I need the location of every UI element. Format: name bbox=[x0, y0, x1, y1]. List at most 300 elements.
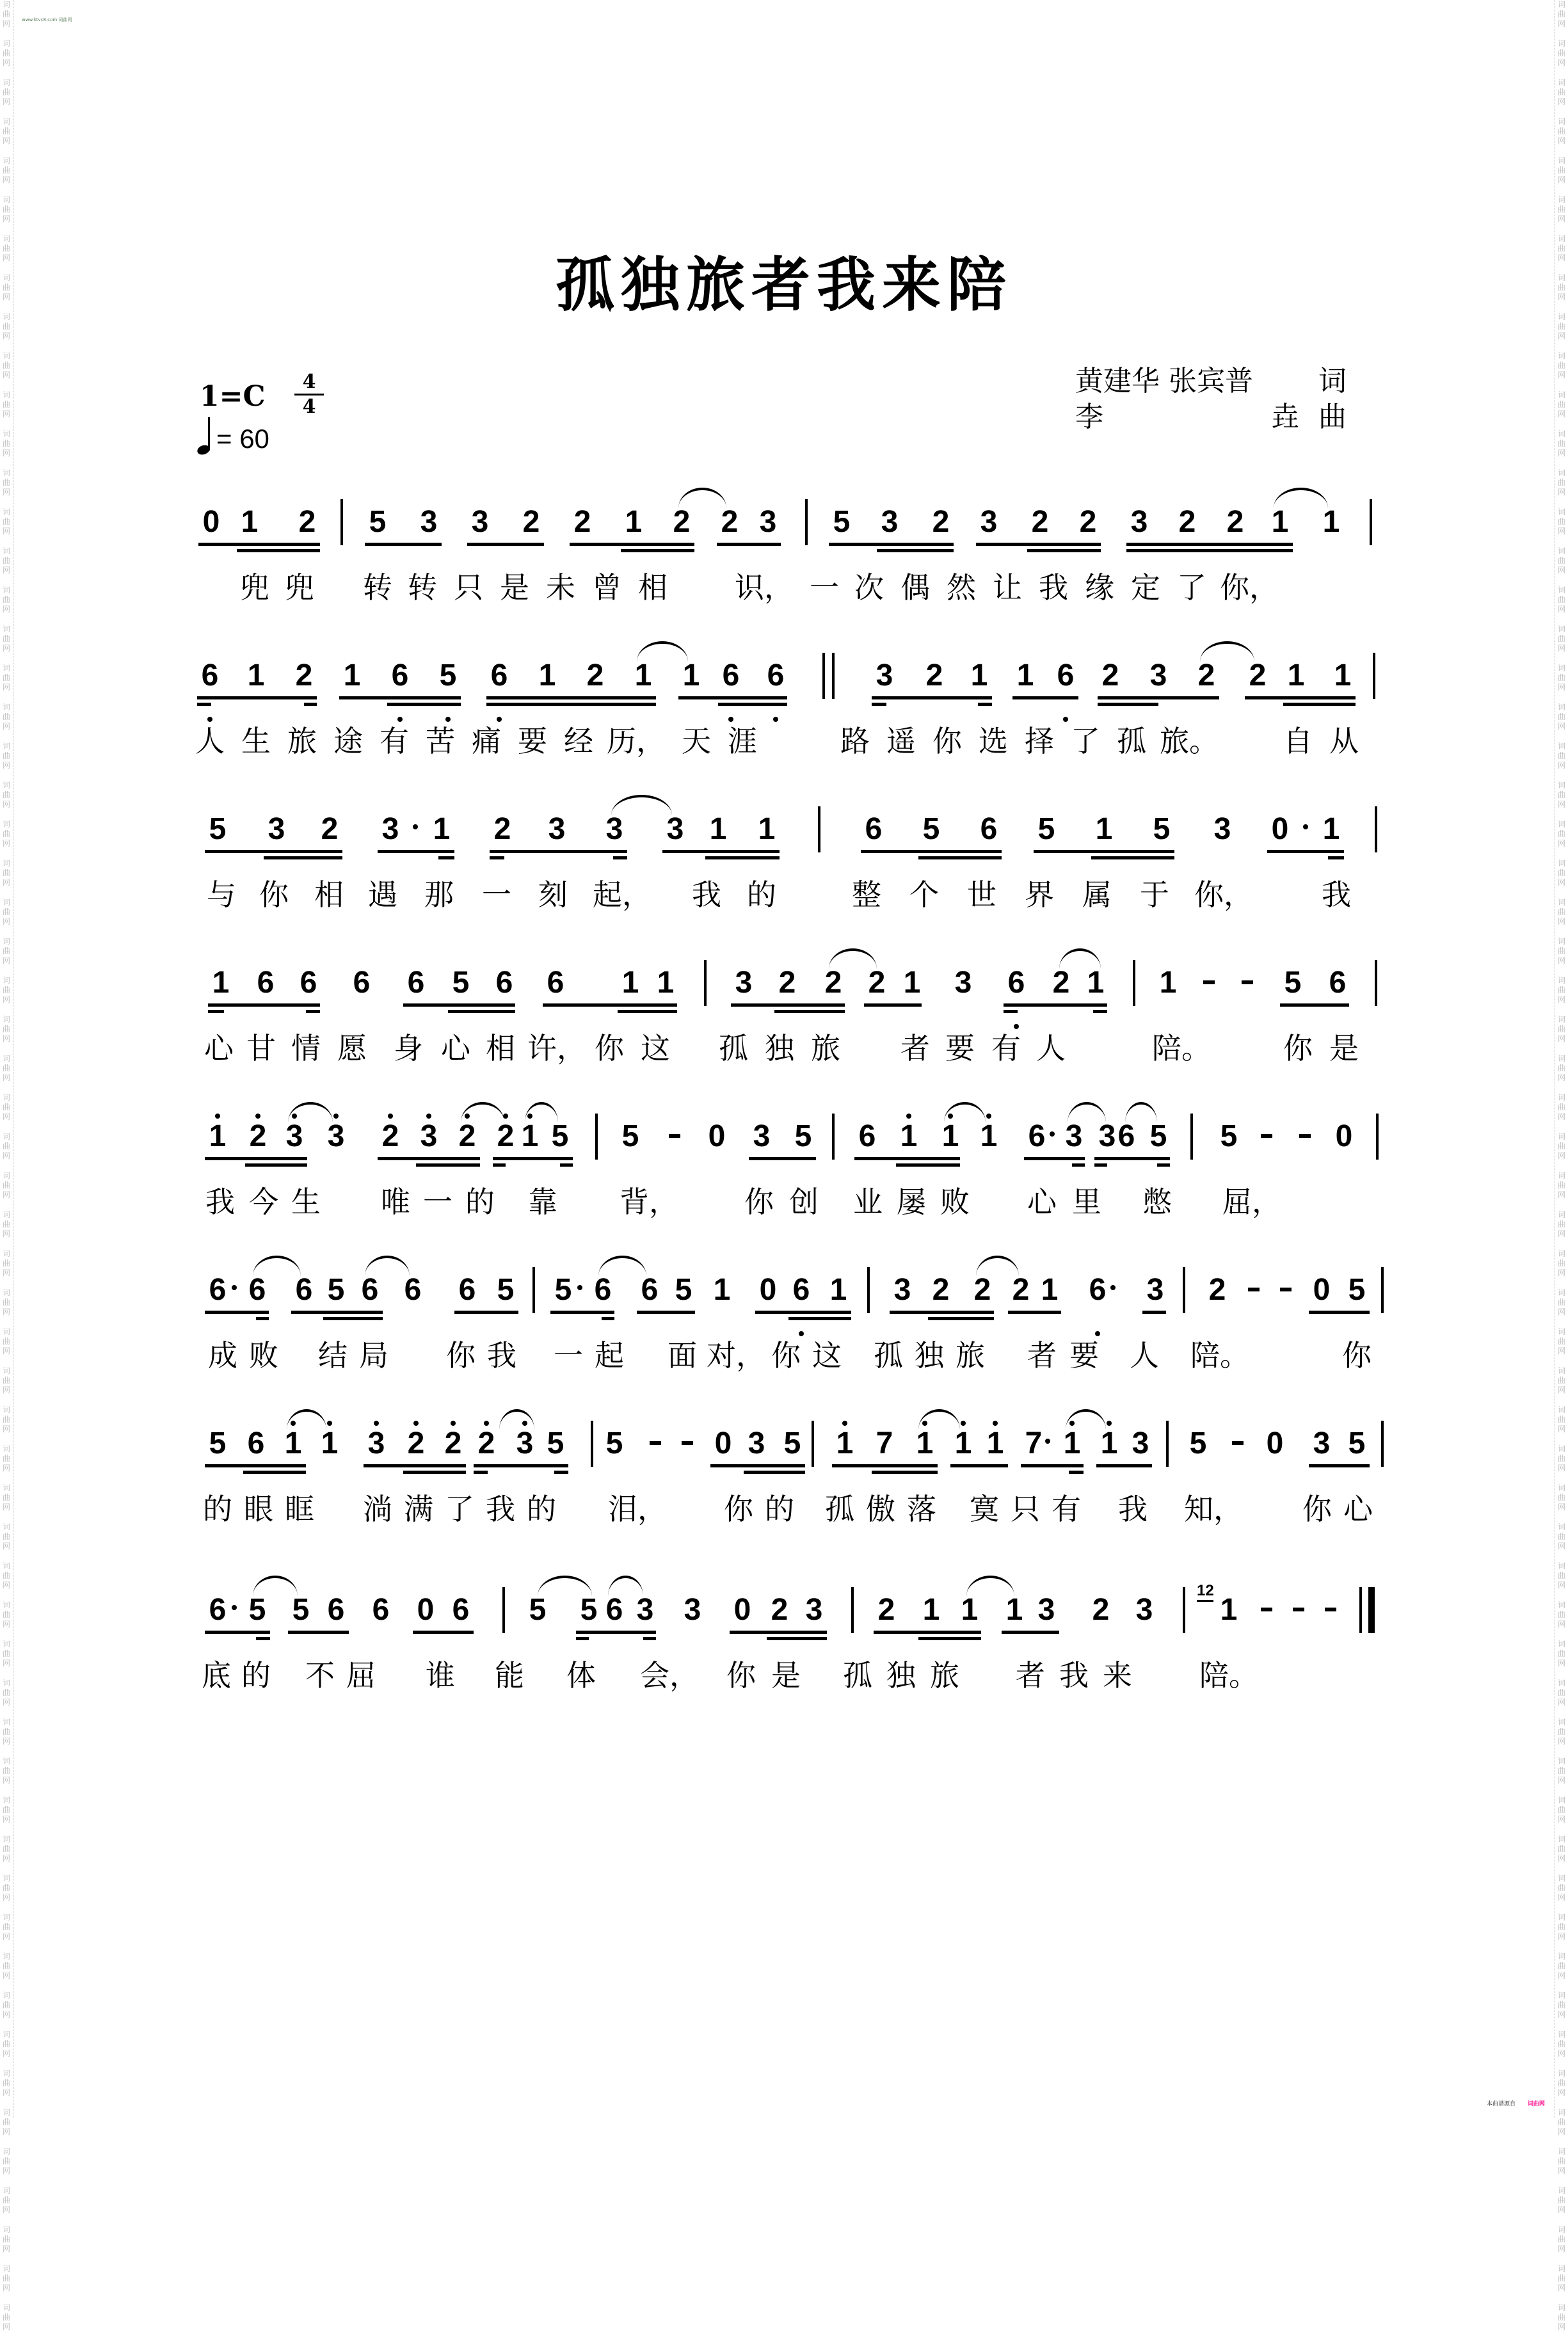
watermark-glyphs: 词 曲 网 bbox=[2, 586, 10, 614]
lyric-char: 我 bbox=[487, 1338, 516, 1373]
note: 5 bbox=[1284, 966, 1302, 1000]
notes-row bbox=[192, 1408, 1382, 1485]
sustain-dash bbox=[682, 1441, 693, 1445]
slur-arc bbox=[1068, 1102, 1106, 1122]
barline bbox=[595, 1114, 598, 1160]
barline bbox=[1370, 499, 1372, 545]
note: 6 bbox=[247, 1426, 265, 1460]
note: 5 bbox=[1153, 812, 1171, 846]
music-label: 曲 bbox=[1318, 401, 1347, 433]
lyric-char: 寞 bbox=[970, 1492, 999, 1526]
watermark-glyphs: 词 曲 网 bbox=[1557, 2069, 1565, 2097]
watermark-glyphs: 词 曲 网 bbox=[1557, 664, 1565, 692]
key-signature: 1=C bbox=[200, 380, 266, 413]
beam-underline bbox=[788, 1317, 851, 1320]
beam-underline bbox=[256, 1317, 269, 1320]
beam-underline bbox=[1094, 1163, 1107, 1167]
lyric-char: 孤 bbox=[825, 1492, 854, 1526]
footer-source-text: 本曲谱源自 bbox=[1487, 2101, 1516, 2107]
sustain-dash bbox=[1261, 1134, 1272, 1138]
lyric-char: 你 bbox=[726, 1658, 756, 1693]
lyric-char: 那 bbox=[424, 877, 454, 912]
lyric-char: 这 bbox=[641, 1031, 670, 1066]
lyric-char: 谁 bbox=[426, 1658, 455, 1693]
watermark-glyphs: 词 曲 网 bbox=[2, 1913, 10, 1941]
note: 5 bbox=[551, 1119, 569, 1153]
lyric-char: 你 bbox=[724, 1492, 753, 1526]
lyrics-row bbox=[192, 722, 1382, 767]
octave-up-dot bbox=[451, 1421, 456, 1426]
note: 0 bbox=[708, 1119, 726, 1153]
note: 1 bbox=[1095, 812, 1113, 846]
score-line bbox=[192, 947, 1382, 1075]
lyric-char: 是 bbox=[500, 570, 529, 605]
note: 3 bbox=[1149, 659, 1167, 692]
note: 5 bbox=[1189, 1426, 1207, 1460]
barline bbox=[1183, 1267, 1185, 1313]
sustain-dash bbox=[650, 1441, 661, 1445]
note: 6 bbox=[495, 966, 513, 1000]
watermark-glyphs: 词 曲 网 bbox=[1557, 1991, 1565, 2019]
notes-row bbox=[192, 640, 1382, 717]
note: 1 bbox=[212, 966, 230, 1000]
lyric-char: 身 bbox=[394, 1031, 423, 1066]
barline bbox=[812, 1421, 814, 1467]
note: 1 bbox=[982, 1426, 1008, 1462]
lyric-char: 我 bbox=[692, 877, 721, 912]
beam-underline bbox=[403, 1471, 466, 1474]
note: 5 bbox=[435, 658, 461, 694]
note: 6 bbox=[1004, 965, 1029, 1001]
lyric-char: 择 bbox=[1025, 724, 1054, 758]
beam-underline bbox=[1328, 856, 1344, 859]
note: 6 bbox=[718, 658, 744, 694]
beam-underline bbox=[854, 1157, 960, 1160]
note: 2 bbox=[1249, 659, 1267, 692]
note: 3 bbox=[1098, 1119, 1116, 1153]
beam-underline bbox=[243, 1471, 306, 1474]
augmentation-dot bbox=[232, 1605, 237, 1610]
watermark-glyphs: 词 曲 网 bbox=[2, 273, 10, 301]
note: 5 bbox=[1348, 1273, 1366, 1307]
note: 1 bbox=[517, 1119, 543, 1154]
lyrics-row bbox=[192, 568, 1382, 613]
lyrics-row bbox=[192, 875, 1382, 920]
lyric-char: 起 bbox=[595, 1338, 624, 1373]
beam-underline bbox=[256, 1637, 270, 1640]
octave-up-dot bbox=[374, 1421, 379, 1426]
lyric-char: 落 bbox=[907, 1492, 936, 1526]
note: 5 bbox=[292, 1593, 310, 1627]
sustain-dash bbox=[1325, 1608, 1336, 1611]
beam-underline bbox=[621, 549, 694, 552]
beam-underline bbox=[339, 696, 461, 699]
beam-underline bbox=[1309, 1464, 1370, 1467]
beam-underline bbox=[1096, 1464, 1152, 1467]
watermark-glyphs: 词 曲 网 bbox=[2, 1601, 10, 1629]
lyric-char: 你 bbox=[259, 877, 289, 912]
watermark-glyphs: 词 曲 网 bbox=[1557, 859, 1565, 887]
slur-arc bbox=[1200, 641, 1254, 662]
note: 6 bbox=[1085, 1272, 1110, 1308]
watermark-glyphs: 词 曲 网 bbox=[1557, 781, 1565, 809]
watermark-glyphs: 词 曲 网 bbox=[1557, 1757, 1565, 1785]
sustain-dash bbox=[1232, 1441, 1244, 1445]
lyric-char: 要 bbox=[518, 724, 547, 758]
note: 5 bbox=[209, 812, 227, 846]
lyric-char: 有 bbox=[1052, 1492, 1081, 1526]
lyric-char: 你 bbox=[771, 1338, 801, 1373]
beam-underline bbox=[602, 1317, 614, 1320]
time-signature-bottom: 4 bbox=[302, 395, 316, 418]
note: 6 bbox=[458, 1273, 476, 1307]
lyric-char: 体 bbox=[566, 1658, 596, 1693]
watermark-glyphs: 词 曲 网 bbox=[2, 507, 10, 536]
beam-underline bbox=[829, 543, 954, 546]
watermark-glyphs: 词 曲 网 bbox=[2, 2069, 10, 2097]
watermark-glyphs: 词 曲 网 bbox=[2, 2030, 10, 2058]
note: 0 bbox=[1313, 1273, 1331, 1307]
watermark-glyphs: 词 曲 网 bbox=[2, 1366, 10, 1394]
note: 6 bbox=[300, 966, 317, 1000]
slur-arc bbox=[1059, 948, 1101, 969]
lyric-char: 里 bbox=[1072, 1185, 1101, 1219]
beam-underline bbox=[717, 543, 781, 546]
note: 5 bbox=[605, 1426, 623, 1460]
beam-underline bbox=[731, 1003, 845, 1007]
note: 6 bbox=[1117, 1119, 1135, 1153]
watermark-glyphs: 词 曲 网 bbox=[2, 390, 10, 419]
note: 6 bbox=[327, 1593, 345, 1627]
watermark-glyphs: 词 曲 网 bbox=[1557, 2108, 1565, 2136]
score-line bbox=[192, 1254, 1382, 1382]
lyric-char: 要 bbox=[1069, 1338, 1099, 1373]
lyric-char: 遇 bbox=[368, 877, 397, 912]
beam-underline bbox=[1024, 1157, 1085, 1160]
note: 1 bbox=[1087, 966, 1105, 1000]
slur-arc bbox=[608, 1576, 643, 1596]
note: 1 bbox=[832, 1426, 858, 1462]
lyric-char: 我 bbox=[205, 1185, 235, 1219]
beam-underline bbox=[237, 549, 320, 552]
lyric-char: 识， bbox=[735, 570, 794, 605]
beam-underline bbox=[618, 1010, 677, 1013]
slur-arc bbox=[1066, 1409, 1106, 1430]
lyricist-names: 黄建华 张宾普 bbox=[1075, 365, 1253, 397]
note: 2 bbox=[1031, 505, 1049, 539]
beam-underline bbox=[448, 1010, 515, 1013]
beam-underline bbox=[378, 850, 454, 853]
lyric-char: 创 bbox=[789, 1185, 819, 1219]
lyric-char: 生 bbox=[291, 1185, 321, 1219]
lyric-char: 许， bbox=[527, 1031, 586, 1066]
watermark-glyphs: 词 曲 网 bbox=[1557, 468, 1565, 497]
octave-down-dot bbox=[1063, 717, 1068, 722]
note: 3 bbox=[893, 1273, 911, 1307]
note: 2 bbox=[295, 659, 313, 692]
watermark-glyphs: 词 曲 网 bbox=[1557, 937, 1565, 965]
beam-underline bbox=[1069, 1471, 1084, 1474]
lyric-char: 有 bbox=[991, 1031, 1021, 1066]
watermark-glyphs: 词 曲 网 bbox=[1557, 2030, 1565, 2058]
notes-row bbox=[192, 486, 1382, 563]
lyric-char: 一 bbox=[554, 1338, 583, 1373]
footer-brand-link[interactable]: 词曲网 bbox=[1527, 2101, 1545, 2107]
grace-beam bbox=[1197, 1600, 1213, 1602]
note: 3 bbox=[954, 966, 972, 1000]
score-line bbox=[192, 1408, 1382, 1536]
beam-underline bbox=[1126, 549, 1293, 552]
barline bbox=[851, 1587, 854, 1633]
beam-underline bbox=[474, 1464, 568, 1467]
note: 1 bbox=[621, 966, 639, 1000]
lyric-char: 你 bbox=[1302, 1492, 1332, 1526]
slur-arc bbox=[944, 1102, 986, 1122]
beam-underline bbox=[1002, 1631, 1059, 1634]
note: 5 bbox=[675, 1273, 692, 1307]
octave-up-dot bbox=[961, 1421, 966, 1426]
watermark-glyphs: 词 曲 网 bbox=[1557, 1874, 1565, 1902]
sustain-dash bbox=[1203, 980, 1215, 984]
note: 1 bbox=[538, 659, 556, 692]
slur-arc bbox=[538, 1576, 592, 1596]
watermark-glyphs: 词 曲 网 bbox=[2, 156, 10, 184]
watermark-glyphs: 词 曲 网 bbox=[2, 859, 10, 887]
beam-underline bbox=[198, 543, 320, 546]
lyric-char: 来 bbox=[1103, 1658, 1132, 1693]
note: 3 bbox=[881, 505, 899, 539]
beam-underline bbox=[306, 1010, 320, 1013]
note: 3 bbox=[548, 812, 566, 846]
octave-down-dot bbox=[497, 717, 502, 722]
lyric-char: 有 bbox=[380, 724, 409, 758]
note: 2 bbox=[522, 505, 540, 539]
score-line bbox=[192, 794, 1382, 922]
lyric-char: 兜 bbox=[285, 570, 314, 605]
note: 2 bbox=[771, 1593, 788, 1627]
watermark-glyphs: 词 曲 网 bbox=[1557, 1640, 1565, 1668]
beam-underline bbox=[264, 856, 342, 859]
octave-up-dot bbox=[842, 1421, 847, 1426]
octave-down-dot bbox=[773, 717, 778, 722]
note: 6 bbox=[404, 1273, 422, 1307]
beam-underline bbox=[486, 703, 656, 706]
beam-underline bbox=[874, 1631, 981, 1634]
watermark-glyphs: 词 曲 网 bbox=[1557, 1054, 1565, 1082]
watermark-glyphs: 词 曲 网 bbox=[2, 1405, 10, 1434]
note: 3 bbox=[1065, 1119, 1083, 1153]
note: 2 bbox=[925, 659, 943, 692]
note: 2 bbox=[1208, 1273, 1226, 1307]
lyric-char: 旅 bbox=[930, 1658, 959, 1693]
barline bbox=[1166, 1421, 1169, 1467]
lyric-char: 你 bbox=[1342, 1338, 1372, 1373]
note: 1 bbox=[912, 1426, 938, 1462]
lyric-char: 心 bbox=[441, 1031, 470, 1066]
watermark-glyphs: 词 曲 网 bbox=[1557, 2186, 1565, 2214]
score-line bbox=[192, 486, 1382, 614]
beam-underline bbox=[413, 1631, 474, 1634]
watermark-glyphs: 词 曲 网 bbox=[2, 1444, 10, 1473]
lyric-char: 孤 bbox=[719, 1031, 748, 1066]
barline bbox=[1373, 653, 1375, 699]
watermark-glyphs: 词 曲 网 bbox=[1557, 1483, 1565, 1512]
beam-underline bbox=[208, 1010, 224, 1013]
octave-up-dot bbox=[1107, 1421, 1112, 1426]
lyric-char: 的 bbox=[527, 1492, 556, 1526]
note: 5 bbox=[794, 1119, 812, 1153]
watermark-glyphs: 词 曲 网 bbox=[2, 742, 10, 770]
watermark-glyphs: 词 曲 网 bbox=[1557, 1718, 1565, 1746]
lyric-char: 屈， bbox=[1222, 1185, 1281, 1219]
lyric-char: 个 bbox=[909, 877, 939, 912]
beam-underline bbox=[493, 1163, 506, 1167]
barline bbox=[340, 499, 343, 545]
lyric-char: 的 bbox=[747, 877, 776, 912]
lyric-char: 陪。 bbox=[1199, 1658, 1258, 1693]
watermark-glyphs: 词 曲 网 bbox=[1557, 351, 1565, 379]
lyric-char: 路 bbox=[840, 724, 870, 758]
beam-underline bbox=[1283, 703, 1356, 706]
beam-underline bbox=[662, 850, 780, 853]
note: 6 bbox=[641, 1273, 659, 1307]
note: 6 bbox=[1329, 966, 1347, 1000]
note: 1 bbox=[634, 659, 652, 692]
octave-down-dot bbox=[445, 717, 451, 722]
lyrics-row bbox=[192, 1656, 1382, 1701]
lyric-char: 相 bbox=[314, 877, 344, 912]
lyric-char: 涯 bbox=[728, 724, 757, 758]
lyric-char: 自 bbox=[1283, 724, 1313, 758]
augmentation-dot bbox=[1303, 824, 1308, 829]
lyric-char: 你 bbox=[744, 1185, 774, 1219]
watermark-glyphs: 词 曲 网 bbox=[2, 1054, 10, 1082]
beam-underline bbox=[1027, 549, 1101, 552]
beam-underline bbox=[730, 1631, 827, 1634]
sustain-dash bbox=[669, 1134, 680, 1138]
lyric-char: 的 bbox=[765, 1492, 794, 1526]
note: 2 bbox=[493, 1119, 518, 1154]
watermark-glyphs: 词 曲 网 bbox=[1557, 1288, 1565, 1316]
lyric-char: 者 bbox=[900, 1031, 930, 1066]
note: 1 bbox=[896, 1119, 922, 1154]
beam-underline bbox=[872, 703, 886, 706]
beam-underline bbox=[245, 1163, 307, 1167]
augmentation-dot bbox=[1110, 1285, 1116, 1290]
beam-underline bbox=[416, 1163, 480, 1167]
watermark-glyphs: 词 曲 网 bbox=[1557, 1444, 1565, 1473]
lyric-char: 一 bbox=[810, 570, 839, 605]
watermark-glyphs: 词 曲 网 bbox=[1557, 2147, 1565, 2175]
watermark-glyphs: 词 曲 网 bbox=[1557, 429, 1565, 458]
octave-down-dot bbox=[799, 1331, 804, 1336]
beam-underline bbox=[918, 856, 1002, 859]
slur-arc bbox=[611, 795, 672, 815]
watermark-glyphs: 词 曲 网 bbox=[1557, 2225, 1565, 2253]
beam-underline bbox=[474, 1471, 488, 1474]
note: 3 bbox=[636, 1593, 654, 1627]
note: 1 bbox=[1334, 659, 1352, 692]
barline bbox=[1381, 1421, 1384, 1467]
beam-underline bbox=[560, 1163, 573, 1167]
watermark-glyphs: 词 曲 网 bbox=[1557, 1327, 1565, 1355]
watermark-glyphs: 词 曲 网 bbox=[2, 937, 10, 965]
beam-underline bbox=[950, 1464, 1008, 1467]
lyric-char: 独 bbox=[915, 1338, 944, 1373]
lyric-char: 者 bbox=[1016, 1658, 1045, 1693]
beam-underline bbox=[208, 1003, 320, 1007]
lyric-char: 然 bbox=[947, 570, 976, 605]
lyric-char: 选 bbox=[979, 724, 1008, 758]
lyric-char: 相 bbox=[638, 570, 668, 605]
note: 3 bbox=[282, 1119, 307, 1154]
sustain-dash bbox=[1242, 980, 1253, 984]
octave-up-dot bbox=[484, 1421, 489, 1426]
note: 1 bbox=[1159, 966, 1177, 1000]
watermark-glyphs: 词 曲 网 bbox=[1557, 1913, 1565, 1941]
lyric-char: 情 bbox=[291, 1031, 321, 1066]
note: 2 bbox=[778, 966, 796, 1000]
note: 1 bbox=[903, 966, 921, 1000]
lyric-char: 傲 bbox=[866, 1492, 895, 1526]
note: 5 bbox=[1348, 1426, 1366, 1460]
beam-underline bbox=[1309, 1311, 1370, 1314]
beam-underline bbox=[197, 696, 317, 699]
watermark-glyphs: 词 曲 网 bbox=[2, 1249, 10, 1277]
note: 2 bbox=[573, 505, 591, 539]
watermark-glyphs: 词 曲 网 bbox=[2, 1952, 10, 1980]
watermark-glyphs: 词 曲 网 bbox=[1557, 507, 1565, 536]
lyric-char: 界 bbox=[1025, 877, 1054, 912]
note: 1 bbox=[1271, 505, 1289, 539]
beam-underline bbox=[1142, 1311, 1166, 1314]
notes-row bbox=[192, 1574, 1382, 1651]
watermark-glyphs: 词 曲 网 bbox=[1557, 1679, 1565, 1707]
beam-underline bbox=[1126, 543, 1293, 546]
tempo-marking bbox=[197, 416, 269, 454]
note: 6 bbox=[295, 1273, 313, 1307]
note: 0 bbox=[1271, 812, 1289, 846]
note: 3 bbox=[1037, 1593, 1055, 1627]
lyric-char: 不 bbox=[305, 1658, 335, 1693]
beam-underline bbox=[1094, 1157, 1170, 1160]
note: 6 bbox=[209, 1273, 227, 1307]
note: 6 bbox=[1053, 658, 1078, 694]
note: 3 bbox=[268, 812, 285, 846]
note: 6 bbox=[257, 966, 275, 1000]
note: 2 bbox=[1012, 1273, 1030, 1307]
note: 2 bbox=[1052, 966, 1070, 1000]
barline bbox=[832, 653, 835, 699]
beam-underline bbox=[554, 1471, 568, 1474]
lyric-char: 旅 bbox=[811, 1031, 840, 1066]
final-barline bbox=[1368, 1587, 1375, 1633]
beam-underline bbox=[1098, 703, 1158, 706]
lyric-char: 你， bbox=[1220, 570, 1279, 605]
credits bbox=[1075, 363, 1347, 435]
note: 6 bbox=[248, 1273, 266, 1307]
watermark-glyphs: 词 曲 网 bbox=[2, 1015, 10, 1043]
beam-underline bbox=[205, 1464, 306, 1467]
beam-underline bbox=[749, 1157, 816, 1160]
lyric-char: 属 bbox=[1082, 877, 1112, 912]
note: 3 bbox=[381, 812, 399, 846]
note: 5 bbox=[833, 505, 851, 539]
lyric-char: 相 bbox=[486, 1031, 515, 1066]
watermark-glyphs: 词 曲 网 bbox=[1557, 156, 1565, 184]
note: 0 bbox=[733, 1593, 751, 1627]
beam-underline bbox=[637, 1311, 695, 1314]
